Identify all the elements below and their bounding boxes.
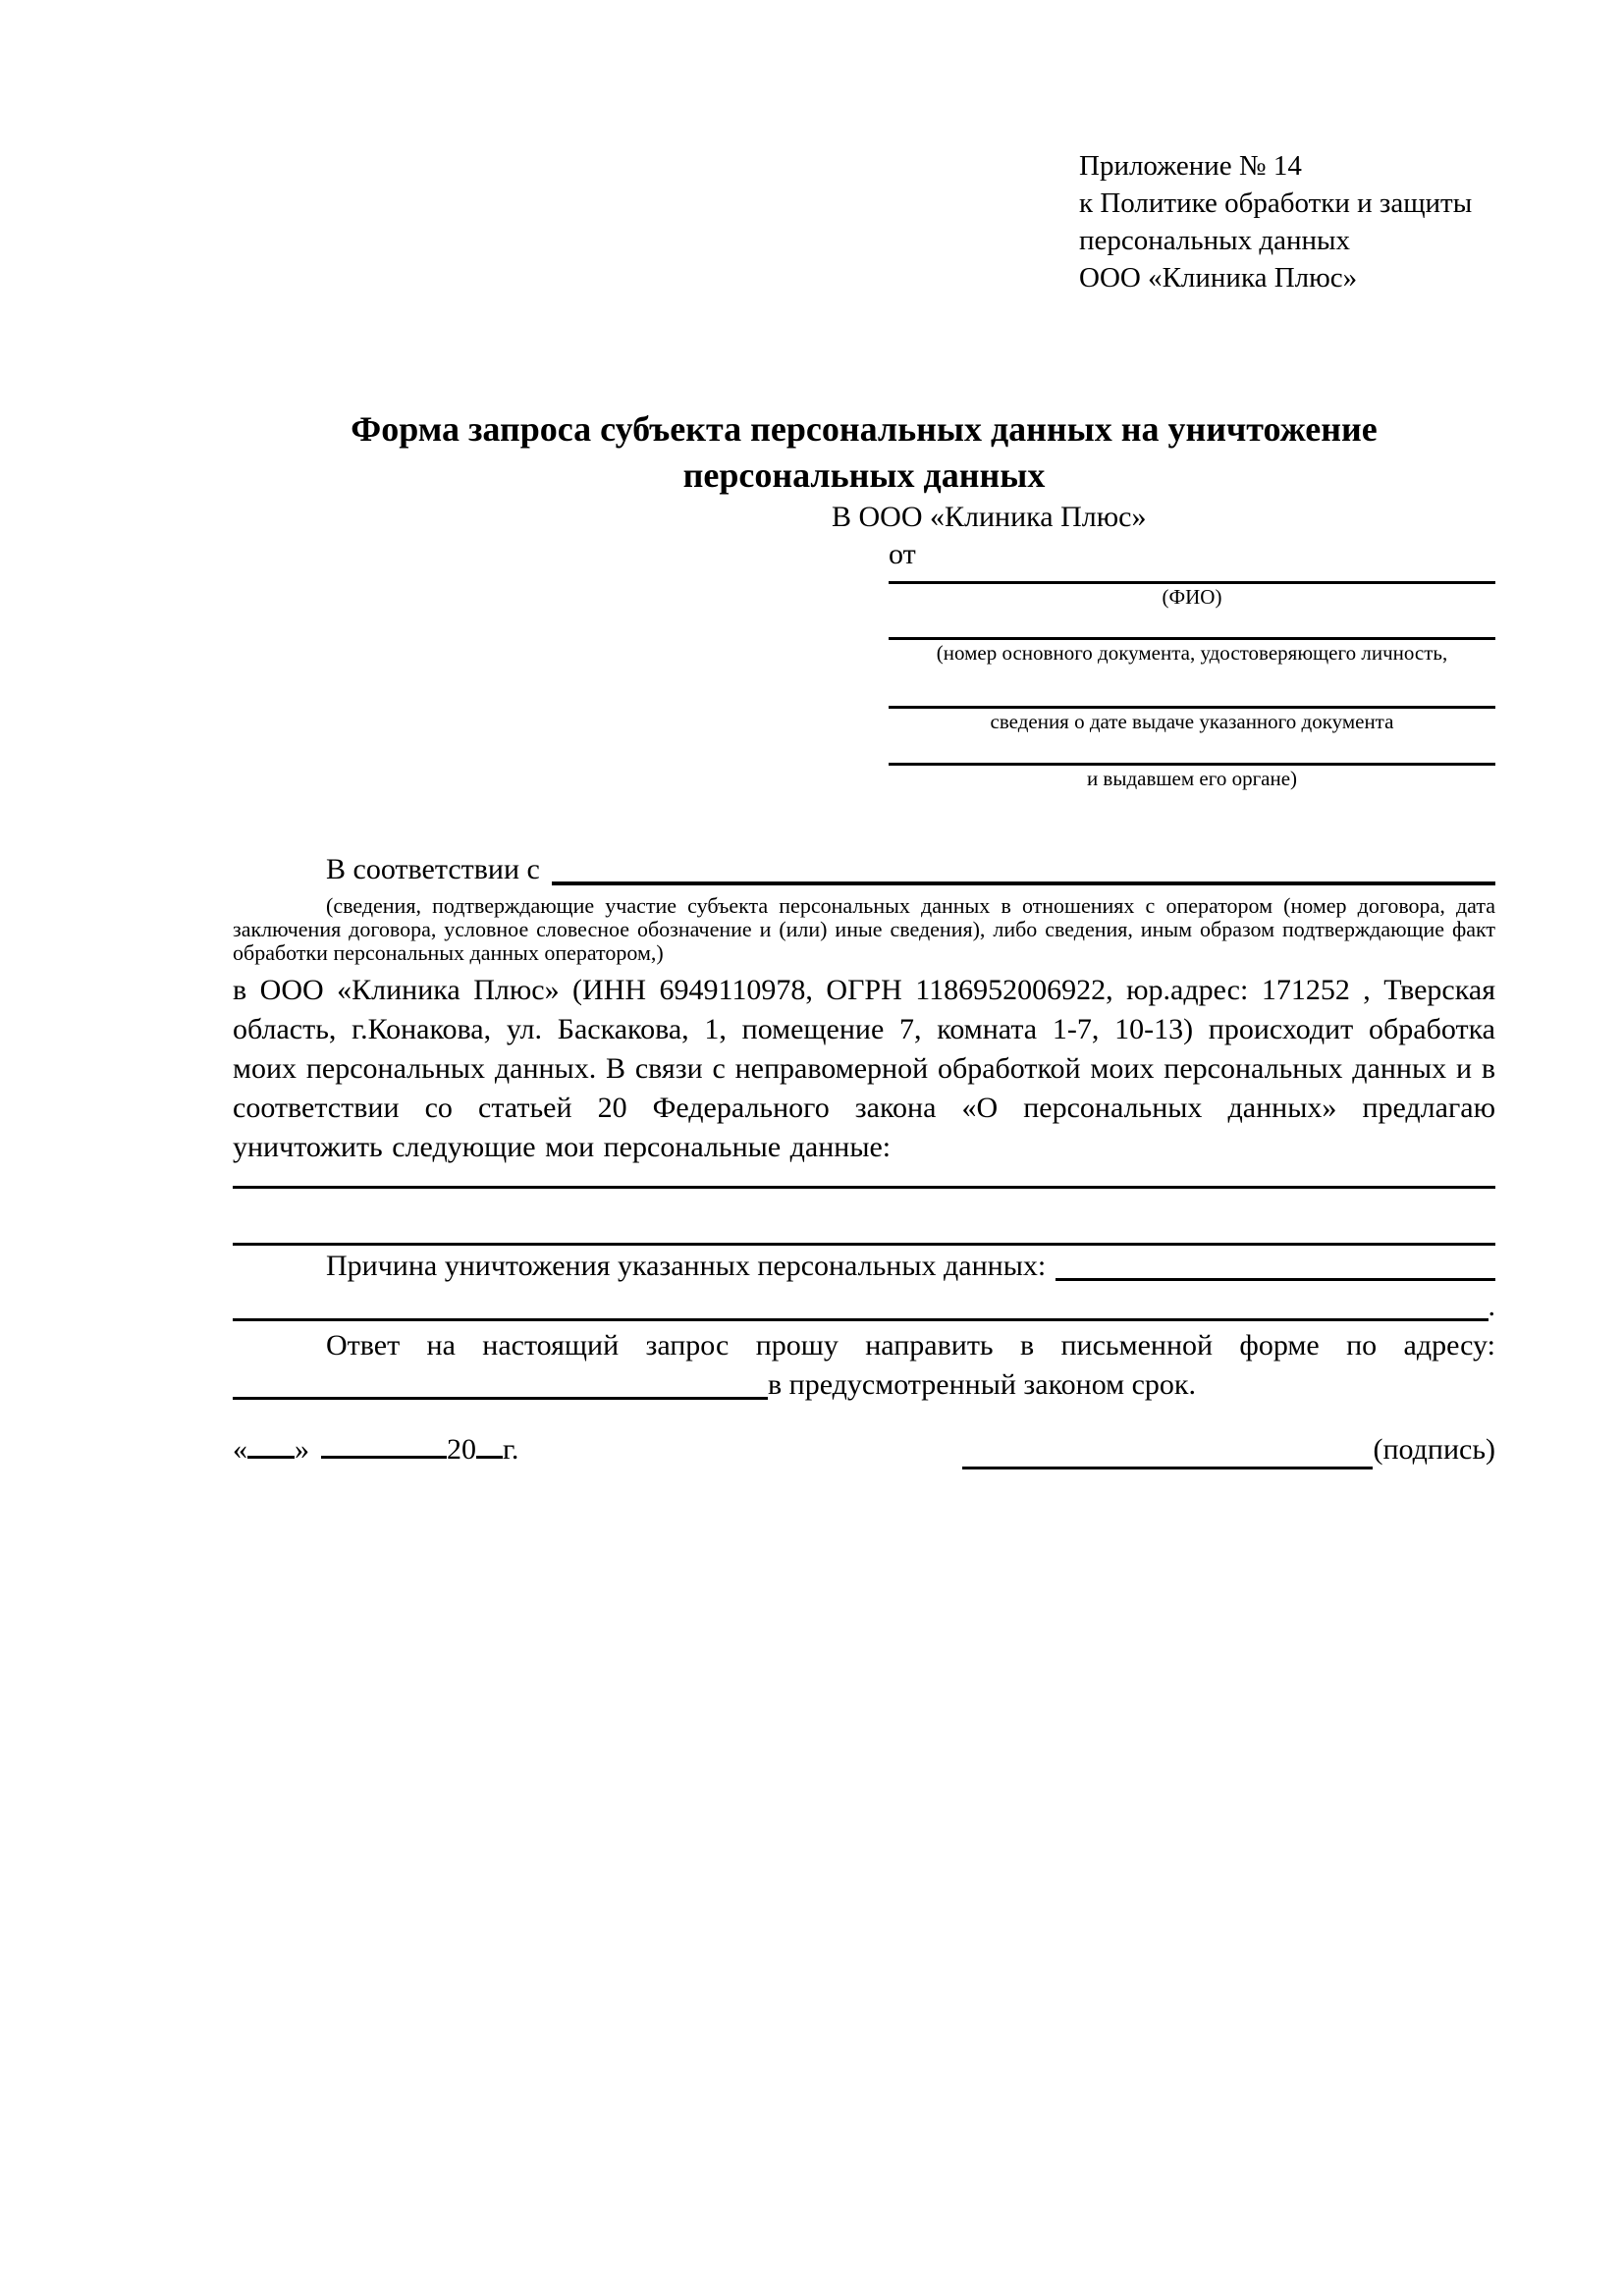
addressee-block (832, 499, 1495, 792)
date-signature-row (233, 1426, 1495, 1469)
fio-caption: (ФИО) (1162, 585, 1222, 609)
answer-paragraph: Ответ на настоящий запрос прошу направить в письменной форме по адресу: (326, 1329, 1495, 1362)
appendix-header-line: персональных данных (1079, 225, 1351, 256)
main-paragraph: в ООО «Клиника Плюс» (ИНН 6949110978, ОГРН 1186952006922, юр.адрес: 171252 , Тверская область, г.Конакова, ул. Баскакова, 1, помещение 7, комната 1-7, 10-13) происходит обработка моих персональных данных. В связи с неправомерной обработкой моих персональных данных и в соответствии со статьей 20 Федерального закона «О персональных данных» предлагаю уничтожить следующие мои персональные данные: (233, 974, 1495, 1163)
fio-blank-line (889, 573, 1495, 584)
open-quote: « (233, 1433, 247, 1466)
reason-line (233, 1246, 1495, 1287)
period-mark: . (1488, 1290, 1495, 1322)
year-prefix: 20 (447, 1433, 476, 1466)
reason-label: Причина уничтожения указанных персональных данных: (326, 1250, 1047, 1282)
reason-blank-line-2 (233, 1287, 1489, 1321)
appendix-header (1079, 147, 1495, 296)
accordance-line (233, 849, 1495, 890)
address-line (233, 1365, 1495, 1405)
data-blank-line-1 (233, 1167, 1495, 1189)
addressee-to: В ООО «Клиника Плюс» (832, 501, 1147, 533)
issuing-authority-blank-line (889, 735, 1495, 766)
reason-continuation-line (233, 1287, 1495, 1326)
appendix-header-line: Приложение № 14 (1079, 150, 1302, 182)
month-blank-line (321, 1426, 447, 1459)
year-suffix: г. (503, 1433, 519, 1466)
issue-date-blank-line (889, 667, 1495, 709)
reason-blank-line (1056, 1246, 1495, 1281)
document-number-blank-line (889, 611, 1495, 640)
document-content (233, 147, 1495, 1469)
address-blank-line (233, 1365, 768, 1400)
signature-blank-line (962, 1434, 1373, 1469)
issue-date-caption: сведения о дате выдаче указанного документа (990, 710, 1394, 733)
day-blank-line (247, 1426, 295, 1459)
accordance-blank-line (552, 849, 1495, 885)
issuing-authority-caption: и выдавшем его органе) (1086, 767, 1298, 790)
date-line (233, 1426, 518, 1469)
accordance-note: (сведения, подтверждающие участие субъекта персональных данных в отношениях с оператором (номер договора, дата заключения договора, условное словесное обозначение и (или) иные сведения), либо сведения, иным образом подтверждающие факт обработки персональных данных оператором,) (233, 893, 1495, 965)
close-quote: » (295, 1433, 309, 1466)
data-blank-line-2 (233, 1189, 1495, 1246)
signature-label: (подпись) (1373, 1433, 1495, 1466)
signature-line (962, 1430, 1495, 1469)
appendix-header-line: ООО «Клиника Плюс» (1079, 262, 1358, 294)
document-title: Форма запроса субъекта персональных данных на уничтожение персональных данных (351, 409, 1378, 495)
from-label: от (889, 538, 916, 570)
answer-suffix: в предусмотренный законом срок. (768, 1368, 1196, 1401)
document-number-caption: (номер основного документа, удостоверяющего личность, (936, 641, 1448, 665)
accordance-label: В соответствии с (326, 853, 540, 885)
appendix-header-line: к Политике обработки и защиты (1079, 187, 1473, 219)
year-blank-line (476, 1426, 503, 1459)
